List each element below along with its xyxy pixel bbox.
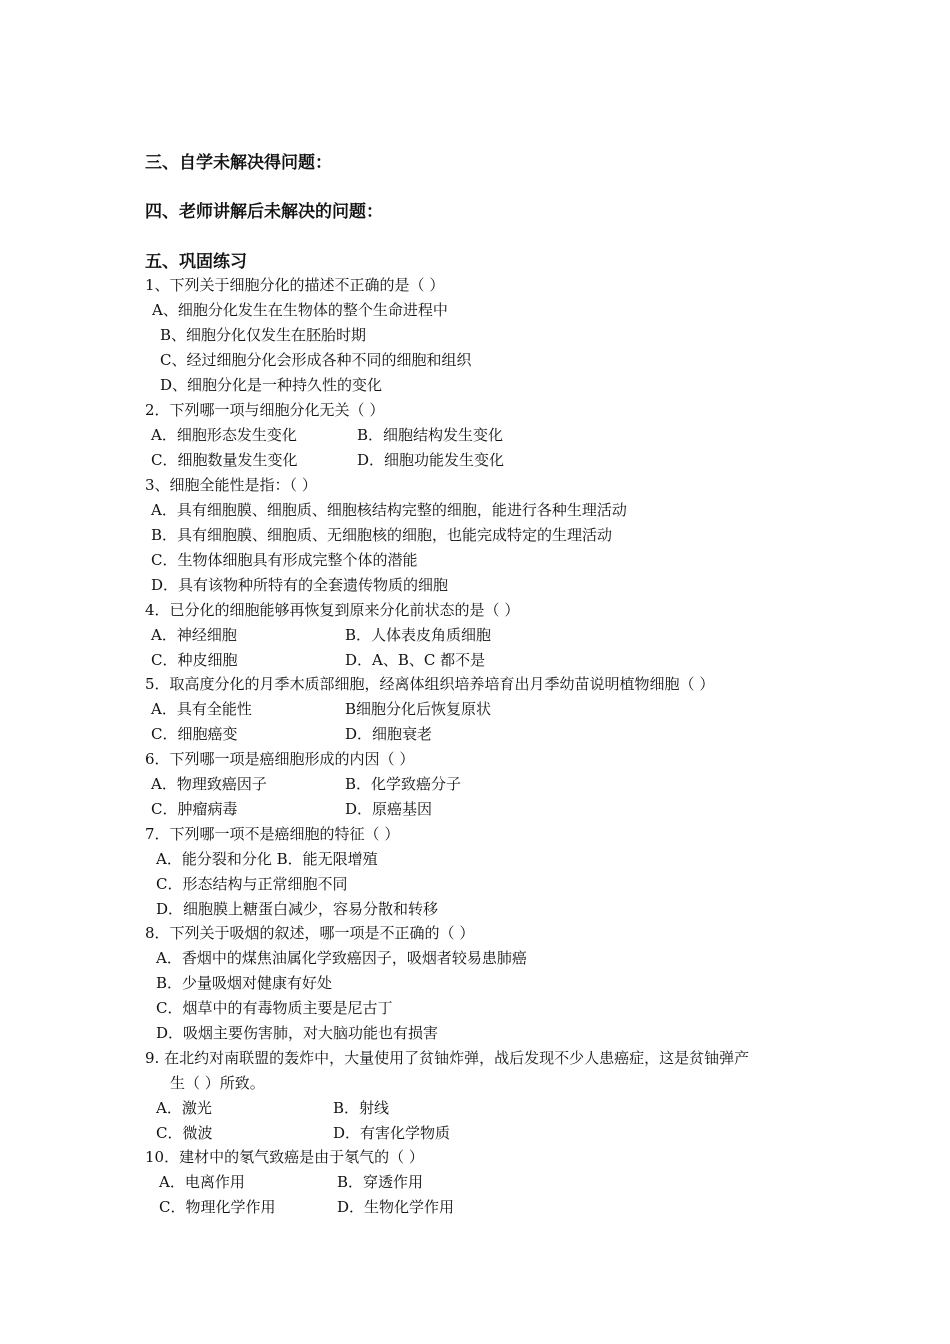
q9-stem: 9. 在北约对南联盟的轰炸中，大量使用了贫铀炸弹，战后发现不少人患癌症，这是贫铀弹产 xyxy=(145,1049,750,1067)
q6-option-b: B．化学致癌分子 xyxy=(345,775,462,793)
q2-option-b: B．细胞结构发生变化 xyxy=(357,426,504,444)
q10-option-c: C．物理化学作用 xyxy=(159,1198,276,1216)
q5-option-a: A．具有全能性 xyxy=(151,700,252,718)
q5-option-c: C．细胞癌变 xyxy=(151,725,238,743)
q5-stem: 5．取高度分化的月季木质部细胞，经离体组织培养培育出月季幼苗说明植物细胞（ ） xyxy=(145,675,715,693)
q6-option-c: C．肿瘤病毒 xyxy=(151,800,238,818)
q2-option-a: A．细胞形态发生变化 xyxy=(151,426,297,444)
q9-option-a: A．激光 xyxy=(156,1099,212,1117)
q7-stem: 7．下列哪一项不是癌细胞的特征（ ） xyxy=(145,825,400,843)
q4-stem: 4．已分化的细胞能够再恢复到原来分化前状态的是（ ） xyxy=(145,601,520,619)
q6-option-a: A．物理致癌因子 xyxy=(151,775,267,793)
q3-option-d: D．具有该物种所特有的全套遗传物质的细胞 xyxy=(151,576,449,594)
q5-option-b: B细胞分化后恢复原状 xyxy=(345,700,492,718)
q9-option-c: C．微波 xyxy=(156,1124,213,1142)
section-3-heading: 三、自学未解决得问题： xyxy=(145,153,332,173)
q8-stem: 8．下列关于吸烟的叙述，哪一项是不正确的（ ） xyxy=(145,924,475,942)
q3-option-c: C．生物体细胞具有形成完整个体的潜能 xyxy=(151,551,418,569)
q1-stem: 1、下列关于细胞分化的描述不正确的是（ ） xyxy=(145,276,445,294)
q8-option-d: D．吸烟主要伤害肺，对大脑功能也有损害 xyxy=(156,1024,439,1042)
q6-stem: 6．下列哪一项是癌细胞形成的内因（ ） xyxy=(145,750,415,768)
q10-stem: 10．建材中的氡气致癌是由于氡气的（ ） xyxy=(145,1148,424,1166)
q4-option-c: C．种皮细胞 xyxy=(151,651,238,669)
q6-option-d: D．原癌基因 xyxy=(345,800,433,818)
q9-option-b: B．射线 xyxy=(333,1099,390,1117)
q2-stem: 2．下列哪一项与细胞分化无关（ ） xyxy=(145,401,385,419)
q2-option-d: D．细胞功能发生变化 xyxy=(357,451,505,469)
q4-option-d: D．A、B、C 都不是 xyxy=(345,651,486,669)
q4-option-a: A．神经细胞 xyxy=(151,626,237,644)
q9-stem-continued: 生（ ）所致。 xyxy=(170,1074,265,1092)
q1-option-a: A、细胞分化发生在生物体的整个生命进程中 xyxy=(152,301,448,319)
q10-option-a: A．电离作用 xyxy=(159,1173,245,1191)
q2-option-c: C．细胞数量发生变化 xyxy=(151,451,298,469)
q5-option-d: D．细胞衰老 xyxy=(345,725,433,743)
q3-option-a: A．具有细胞膜、细胞质、细胞核结构完整的细胞，能进行各种生理活动 xyxy=(151,501,627,519)
section-4-heading: 四、老师讲解后未解决的问题： xyxy=(145,202,383,222)
q4-option-b: B．人体表皮角质细胞 xyxy=(345,626,492,644)
q1-option-d: D、细胞分化是一种持久性的变化 xyxy=(160,376,383,394)
q10-option-d: D．生物化学作用 xyxy=(337,1198,455,1216)
q8-option-a: A．香烟中的煤焦油属化学致癌因子，吸烟者较易患肺癌 xyxy=(156,949,527,967)
q10-option-b: B．穿透作用 xyxy=(337,1173,424,1191)
q3-option-b: B．具有细胞膜、细胞质、无细胞核的细胞，也能完成特定的生理活动 xyxy=(151,526,613,544)
section-5-heading: 五、巩固练习 xyxy=(145,252,247,272)
q1-option-c: C、经过细胞分化会形成各种不同的细胞和组织 xyxy=(160,351,472,369)
q8-option-c: C．烟草中的有毒物质主要是尼古丁 xyxy=(156,999,393,1017)
q3-stem: 3、细胞全能性是指：（ ） xyxy=(145,476,317,494)
q7-option-c: C．形态结构与正常细胞不同 xyxy=(156,875,348,893)
q9-option-d: D．有害化学物质 xyxy=(333,1124,451,1142)
q7-option-ab: A．能分裂和分化 B．能无限增殖 xyxy=(156,850,378,868)
q1-option-b: B、细胞分化仅发生在胚胎时期 xyxy=(160,326,367,344)
q8-option-b: B．少量吸烟对健康有好处 xyxy=(156,974,333,992)
q7-option-d: D．细胞膜上糖蛋白减少，容易分散和转移 xyxy=(156,900,439,918)
